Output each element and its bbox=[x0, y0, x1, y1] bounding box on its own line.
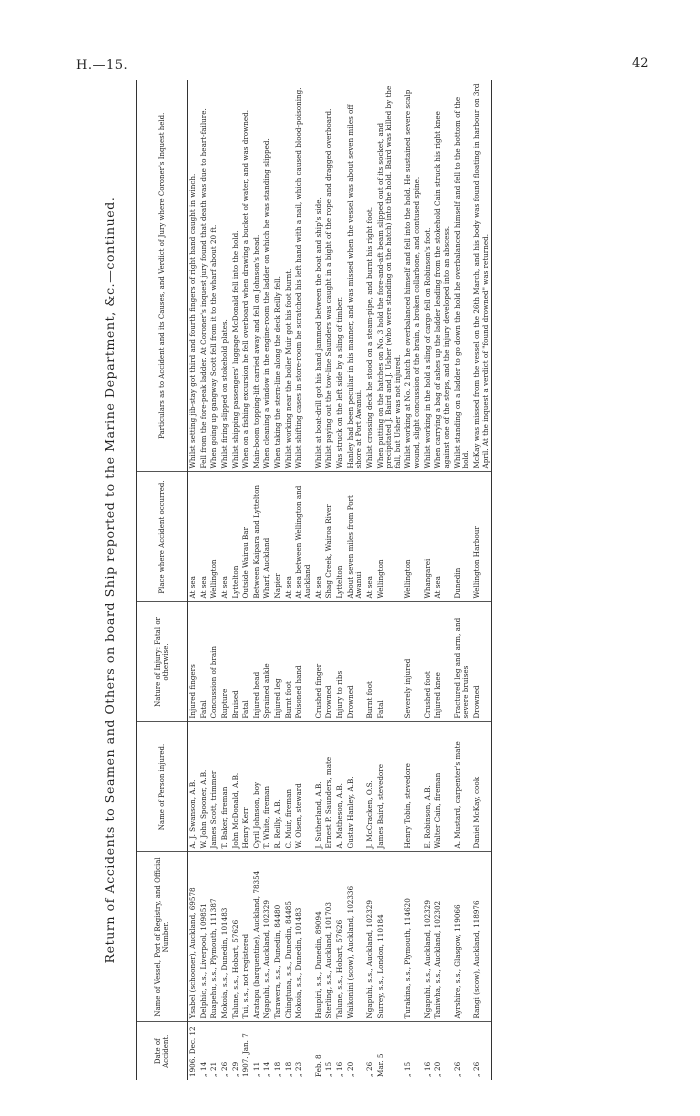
cell-place: Wellington bbox=[403, 472, 422, 602]
cell-particulars: Fell from the fore-peak ladder. At Coroner's inquest jury found that death was due to heart-failure. bbox=[199, 80, 210, 472]
cell-particulars: Was struck on the left side by a sling of timber. bbox=[335, 80, 346, 472]
cell-date: „ 14 bbox=[198, 1061, 208, 1077]
cell-person: Daniel McKay, cook bbox=[472, 722, 492, 852]
cell-place: At sea bbox=[188, 472, 199, 602]
column-header-date: Date of Accident. bbox=[137, 1022, 188, 1080]
table-row bbox=[252, 80, 263, 1080]
cell-date: 1906. Dec. 12 bbox=[188, 1026, 197, 1077]
cell-vessel: Delphic, s.s., Liverpool, 109851 bbox=[199, 852, 210, 1022]
table-row bbox=[324, 80, 335, 1080]
cell-person: Henry Tobin, stevedore bbox=[403, 722, 422, 852]
cell-person: R. Reilly, A.B. bbox=[273, 722, 284, 852]
cell-vessel: Haupiri, s.s., Dunedin, 89094 bbox=[314, 852, 325, 1022]
cell-vessel: Sterling, s.s., Auckland, 101703 bbox=[324, 852, 335, 1022]
cell-injury: Drowned bbox=[346, 602, 365, 722]
cell-injury: Injured knee bbox=[433, 602, 452, 722]
cell-date: „ 14 bbox=[262, 1061, 272, 1077]
cell-vessel: Turakina, s.s., Plymouth, 114620 bbox=[403, 852, 422, 1022]
cell-date: „ 15 bbox=[403, 1061, 413, 1077]
table-row bbox=[376, 80, 404, 1080]
cell-vessel: Ruapehu, s.s., Plymouth, 111387 bbox=[209, 852, 220, 1022]
cell-date: „ 20 bbox=[345, 1061, 355, 1077]
table-row bbox=[453, 80, 472, 1080]
column-header-vessel: Name of Vessel, Port of Registry, and Official Number. bbox=[137, 852, 188, 1022]
cell-date: „ 18 bbox=[283, 1061, 293, 1077]
accidents-table bbox=[136, 80, 492, 1080]
cell-person: Walter Cain, fireman bbox=[433, 722, 452, 852]
cell-place: Whangarei bbox=[423, 472, 434, 602]
cell-place: At sea bbox=[220, 472, 231, 602]
cell-date: „ 26 bbox=[219, 1061, 229, 1077]
cell-particulars: McKay was missed from the vessel on the 26th March, and his body was found floating in harbour on 3rd April. At the inquest a verdict of "found drowned" was returned. bbox=[472, 80, 492, 472]
table-row bbox=[231, 80, 242, 1080]
table-row bbox=[284, 80, 295, 1080]
table-row bbox=[346, 80, 365, 1080]
cell-vessel: Ngapuhi, s.s., Auckland, 102329 bbox=[423, 852, 434, 1022]
table-row bbox=[273, 80, 284, 1080]
cell-injury: Crushed foot bbox=[423, 602, 434, 722]
table-row bbox=[188, 80, 199, 1080]
table-row bbox=[335, 80, 346, 1080]
table-row bbox=[403, 80, 422, 1080]
cell-person: W. Olsen, steward bbox=[294, 722, 313, 852]
cell-particulars: Hanley had been peculiar in his manner, and was missed when the vessel was about seven miles off shore at Port Awanui. bbox=[346, 80, 365, 472]
cell-particulars: Whilst shipping passengers' luggage McDonald fell into the hold. bbox=[231, 80, 242, 472]
cell-particulars: When putting on the hatches on No. 3 hold the fore-and-aft beam slipped out of its socket, and precipitated J. Baird and J. Usher (who were standing on the hatch) into the hold. Baird was killed by the fall, but Usher was not injured. bbox=[376, 80, 404, 472]
cell-vessel: Ayrshire, s.s., Glasgow, 119066 bbox=[453, 852, 472, 1022]
cell-vessel: Mokoia, s.s., Dunedin, 101483 bbox=[294, 852, 313, 1022]
cell-person: A. J. Swanson, A.B. bbox=[188, 722, 199, 852]
cell-person: Ernest P. Saunders, mate bbox=[324, 722, 335, 852]
cell-place: Between Kaipara and Lyttelton bbox=[252, 472, 263, 602]
cell-vessel: Ysabel (schooner), Auckland, 69578 bbox=[188, 852, 199, 1022]
cell-injury: Drowned bbox=[472, 602, 492, 722]
cell-injury: Severely injured bbox=[403, 602, 422, 722]
cell-vessel: Tarawera, s.s., Dunedin, 84480 bbox=[273, 852, 284, 1022]
table-row bbox=[241, 80, 252, 1080]
cell-place: Wharf, Auckland bbox=[262, 472, 273, 602]
cell-person: J. McCracken, O.S. bbox=[365, 722, 376, 852]
cell-particulars: Whilst crossing deck he stood on a steam-pipe, and burnt his right foot. bbox=[365, 80, 376, 472]
cell-person: A. Mustard, carpenter's mate bbox=[453, 722, 472, 852]
cell-person: J. Sutherland, A.B. bbox=[314, 722, 325, 852]
table-body bbox=[188, 80, 492, 1080]
cell-particulars: Whilst setting jib-stay got third and fourth fingers of right hand caught in winch. bbox=[188, 80, 199, 472]
table-row bbox=[472, 80, 492, 1080]
cell-place: Wellington bbox=[209, 472, 220, 602]
cell-person: T. White, fireman bbox=[262, 722, 273, 852]
table-row bbox=[209, 80, 220, 1080]
cell-vessel: Ngapuhi, s.s., Auckland, 102329 bbox=[262, 852, 273, 1022]
cell-date: Mar. 5 bbox=[375, 1053, 385, 1077]
cell-place: At sea between Wellington and Auckland bbox=[294, 472, 313, 602]
table-row bbox=[365, 80, 376, 1080]
cell-date: „ 26 bbox=[364, 1061, 374, 1077]
cell-vessel: Talune, s.s., Hobart, 57626 bbox=[335, 852, 346, 1022]
cell-person: James Baird, stevedore bbox=[376, 722, 404, 852]
cell-injury: Injured leg bbox=[273, 602, 284, 722]
table-row bbox=[220, 80, 231, 1080]
cell-injury: Rupture bbox=[220, 602, 231, 722]
cell-vessel: Taniwha, s.s., Auckland, 102302 bbox=[433, 852, 452, 1022]
cell-person: E. Robinson, A.B. bbox=[423, 722, 434, 852]
cell-particulars: Whilst working at No. 2 hatch he overbalanced himself and fell into the hold. He sustained severe scalp wound, slight concussion of the brain, a broken collarbone, and contused spine. bbox=[403, 80, 422, 472]
cell-person: Henry Kerr bbox=[241, 722, 252, 852]
cell-injury: Burnt foot bbox=[284, 602, 295, 722]
cell-date: „ 16 bbox=[334, 1061, 344, 1077]
cell-particulars: Whilst shifting cases in store-room he scratched his left hand with a nail, which caused blood-poisoning. bbox=[294, 80, 313, 472]
cell-person: James Scott, trimmer bbox=[209, 722, 220, 852]
cell-date: „ 23 bbox=[294, 1061, 304, 1077]
cell-date: „ 11 bbox=[251, 1061, 261, 1077]
cell-particulars: Whilst at boat-drill got his hand jammed between the boat and ship's side. bbox=[314, 80, 325, 472]
cell-place: At sea bbox=[284, 472, 295, 602]
cell-place: At sea bbox=[433, 472, 452, 602]
document-reference: H.—15. bbox=[76, 58, 129, 73]
cell-date: Feb. 8 bbox=[313, 1054, 323, 1077]
cell-particulars: Whilst working in the hold a sling of cargo fell on Robinson's foot. bbox=[423, 80, 434, 472]
cell-person: Gustav Hanley, A.B. bbox=[346, 722, 365, 852]
cell-injury: Concussion of brain bbox=[209, 602, 220, 722]
cell-particulars: When cleaning a window in the engine-room the ladder on which he was standing slipped. bbox=[262, 80, 273, 472]
cell-place: Dunedin bbox=[453, 472, 472, 602]
cell-injury: Bruised bbox=[231, 602, 242, 722]
cell-particulars: Whilst standing on a ladder to go down the hold he overbalanced himself and fell to the bottom of the hold. bbox=[453, 80, 472, 472]
cell-person: A. Matheson, A.B. bbox=[335, 722, 346, 852]
cell-place: Wellington bbox=[376, 472, 404, 602]
cell-place: About seven miles from Port Awanui bbox=[346, 472, 365, 602]
cell-injury: Poisoned hand bbox=[294, 602, 313, 722]
cell-vessel: Waikonini (scow), Auckland, 102336 bbox=[346, 852, 365, 1022]
cell-person: John McDonald, A.B. bbox=[231, 722, 242, 852]
cell-person: T. Baker, fireman bbox=[220, 722, 231, 852]
cell-person: W. John Spooner, A.B. bbox=[199, 722, 210, 852]
cell-particulars: Main-boom topping-lift carried away and fell on Johnson's head. bbox=[252, 80, 263, 472]
cell-date: „ 15 bbox=[324, 1061, 334, 1077]
table-row bbox=[433, 80, 452, 1080]
cell-vessel: Ngapuhi, s.s., Auckland, 102329 bbox=[365, 852, 376, 1022]
column-header-injury: Nature of Injury: Fatal or otherwise. bbox=[137, 602, 188, 722]
table-row bbox=[262, 80, 273, 1080]
cell-date: „ 20 bbox=[433, 1061, 443, 1077]
table-row bbox=[199, 80, 210, 1080]
cell-place: Outside Wairau Bar bbox=[241, 472, 252, 602]
cell-person: Cyril Johnson, boy bbox=[252, 722, 263, 852]
table-row bbox=[294, 80, 313, 1080]
cell-place: Wellington Harbour bbox=[472, 472, 492, 602]
cell-injury: Crushed finger bbox=[314, 602, 325, 722]
cell-date: „ 18 bbox=[273, 1061, 283, 1077]
cell-place: Lyttelton bbox=[335, 472, 346, 602]
cell-particulars: When carrying a bag of ashes up the ladder leading from the stokehold Cain struck his right knee against one of the steps, and the injury developed into an abscess. bbox=[433, 80, 452, 472]
cell-date: 1907. Jan. 7 bbox=[241, 1033, 251, 1077]
table-header-row bbox=[137, 80, 188, 1080]
cell-injury: Fatal bbox=[241, 602, 252, 722]
cell-date: „ 21 bbox=[209, 1061, 219, 1077]
cell-vessel: Tui, s.s., not registered bbox=[241, 852, 252, 1022]
cell-vessel: Mokoia, s.s., Dunedin, 101483 bbox=[220, 852, 231, 1022]
table-row bbox=[314, 80, 325, 1080]
cell-particulars: When on a fishing excursion he fell overboard when drawing a bucket of water, and was drowned. bbox=[241, 80, 252, 472]
cell-vessel: Rangi (scow), Auckland, 118976 bbox=[472, 852, 492, 1022]
rotated-table-page bbox=[90, 80, 650, 1080]
page-number: 42 bbox=[632, 56, 649, 71]
cell-person: C. Muir, fireman bbox=[284, 722, 295, 852]
cell-particulars: Whilst paying out the tow-line Saunders was caught in a bight of the rope and dragged overboard. bbox=[324, 80, 335, 472]
table-title: Return of Accidents to Seamen and Others on board Ship reported to the Marine Department, &c.—continued. bbox=[102, 196, 117, 964]
cell-place: At sea bbox=[314, 472, 325, 602]
cell-date: „ 26 bbox=[472, 1022, 492, 1080]
column-header-place: Place where Accident occurred. bbox=[137, 472, 188, 602]
cell-place: Lyttelton bbox=[231, 472, 242, 602]
cell-date: „ 26 bbox=[452, 1061, 462, 1077]
cell-injury: Injury to ribs bbox=[335, 602, 346, 722]
cell-particulars: Whilst firing slipped on stokehold plates. bbox=[220, 80, 231, 472]
cell-particulars: When going up gangway Scott fell from it to the wharf about 20 ft. bbox=[209, 80, 220, 472]
cell-date: „ 29 bbox=[230, 1061, 240, 1077]
cell-injury: Fatal bbox=[376, 602, 404, 722]
cell-particulars: Whilst working near the boiler Muir got his foot burnt. bbox=[284, 80, 295, 472]
column-header-particulars: Particulars as to Accident and its Causes, and Verdict of Jury where Coroner's Inquest held. bbox=[137, 80, 188, 472]
cell-injury: Burnt foot bbox=[365, 602, 376, 722]
cell-injury: Fractured leg and arm, and severe bruises bbox=[453, 602, 472, 722]
cell-place: At sea bbox=[365, 472, 376, 602]
column-header-person: Name of Person injured. bbox=[137, 722, 188, 852]
cell-injury: Fatal bbox=[199, 602, 210, 722]
table-row bbox=[423, 80, 434, 1080]
cell-injury: Injured head bbox=[252, 602, 263, 722]
cell-injury: Sprained ankle bbox=[262, 602, 273, 722]
cell-vessel: Talune, s.s., Hobart, 57626 bbox=[231, 852, 242, 1022]
cell-vessel: Aratapu (barquentine), Auckland, 78354 bbox=[252, 852, 263, 1022]
cell-vessel: Surrey, s.s., London, 110184 bbox=[376, 852, 404, 1022]
cell-injury: Injured fingers bbox=[188, 602, 199, 722]
cell-place: Napier bbox=[273, 472, 284, 602]
cell-particulars: When taking the stern-line along the deck Reilly fell. bbox=[273, 80, 284, 472]
cell-vessel: Chingtuna, s.s., Dunedin, 84485 bbox=[284, 852, 295, 1022]
cell-injury: Drowned bbox=[324, 602, 335, 722]
cell-place: Shag Creek, Wairoa River bbox=[324, 472, 335, 602]
cell-date: „ 16 bbox=[422, 1061, 432, 1077]
cell-place: At sea bbox=[199, 472, 210, 602]
